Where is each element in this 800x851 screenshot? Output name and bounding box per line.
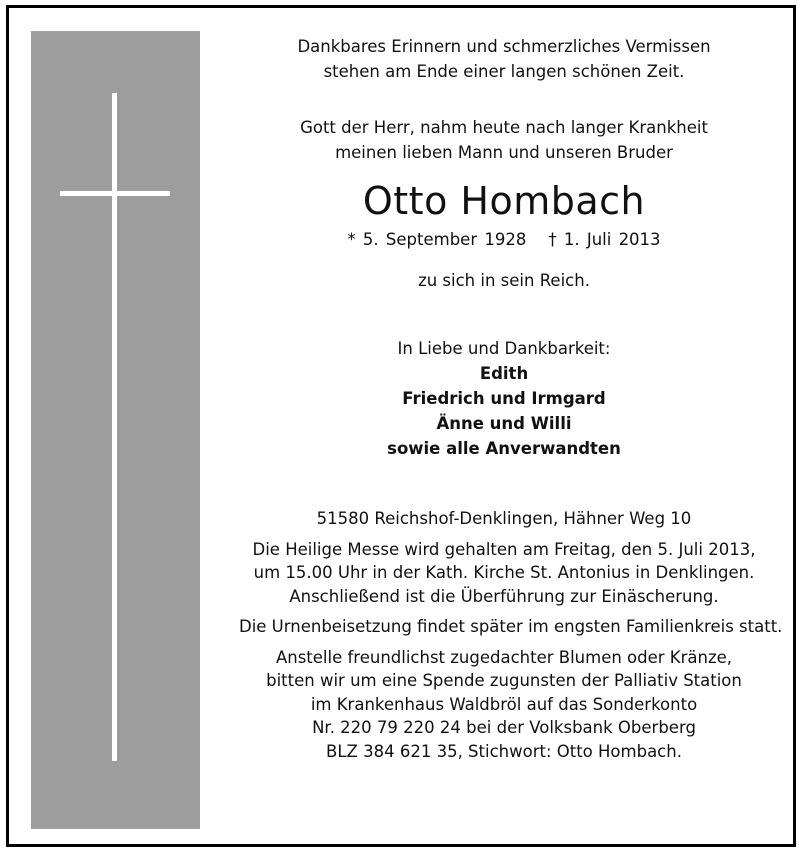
announcement-text	[239, 115, 769, 165]
obituary-text	[239, 34, 783, 763]
death-date: † 1. Juli 2013	[548, 230, 661, 249]
mass-line: Anschließend ist die Überführung zur Einäscherung.	[289, 586, 719, 606]
intro-line: Dankbares Erinnern und schmerzliches Vermissen	[297, 37, 711, 56]
mourners-list	[239, 361, 769, 461]
details-block	[239, 507, 783, 763]
urn-info: Die Urnenbeisetzung findet später im engsten Familienkreis statt.	[239, 617, 783, 636]
announcement-line: Gott der Herr, nahm heute nach langer Krankheit	[300, 118, 708, 137]
deceased-name: Otto Hombach	[362, 179, 646, 223]
mourner-name: Edith	[479, 364, 529, 383]
closing-line: zu sich in sein Reich.	[418, 271, 590, 290]
donation-info	[239, 646, 769, 764]
donation-line: BLZ 384 621 35, Stichwort: Otto Hombach.	[326, 741, 682, 761]
donation-line: Anstelle freundlichst zugedachter Blumen oder Kränze,	[275, 647, 733, 667]
mourner-name: sowie alle Anverwandten	[387, 439, 621, 458]
mass-line: um 15.00 Uhr in der Kath. Kirche St. Antonius in Denklingen.	[253, 563, 755, 582]
announcement-line: meinen lieben Mann und unseren Bruder	[335, 143, 673, 162]
mourner-name: Änne und Willi	[436, 414, 572, 433]
intro-line: stehen am Ende einer langen schönen Zeit.	[323, 62, 685, 81]
donation-line: Nr. 220 79 220 24 bei der Volksbank Oberberg	[312, 718, 696, 737]
obituary-frame	[6, 5, 796, 847]
mass-info	[239, 538, 769, 609]
side-panel	[31, 31, 200, 829]
intro-text	[239, 34, 769, 84]
mourner-name: Friedrich und Irmgard	[402, 389, 606, 408]
mourners-block	[239, 336, 769, 461]
life-dates	[239, 227, 769, 252]
cross-horizontal-bar	[60, 191, 170, 196]
address: 51580 Reichshof-Denklingen, Hähner Weg 10	[316, 509, 692, 528]
mass-line: Die Heilige Messe wird gehalten am Freitag, den 5. Juli 2013,	[252, 539, 756, 559]
birth-date: * 5. September 1928	[347, 230, 527, 249]
mourners-heading: In Liebe und Dankbarkeit:	[397, 339, 611, 358]
donation-line: im Krankenhaus Waldbröl auf das Sonderkonto	[310, 694, 698, 714]
donation-line: bitten wir um eine Spende zugunsten der Palliativ Station	[266, 671, 742, 690]
